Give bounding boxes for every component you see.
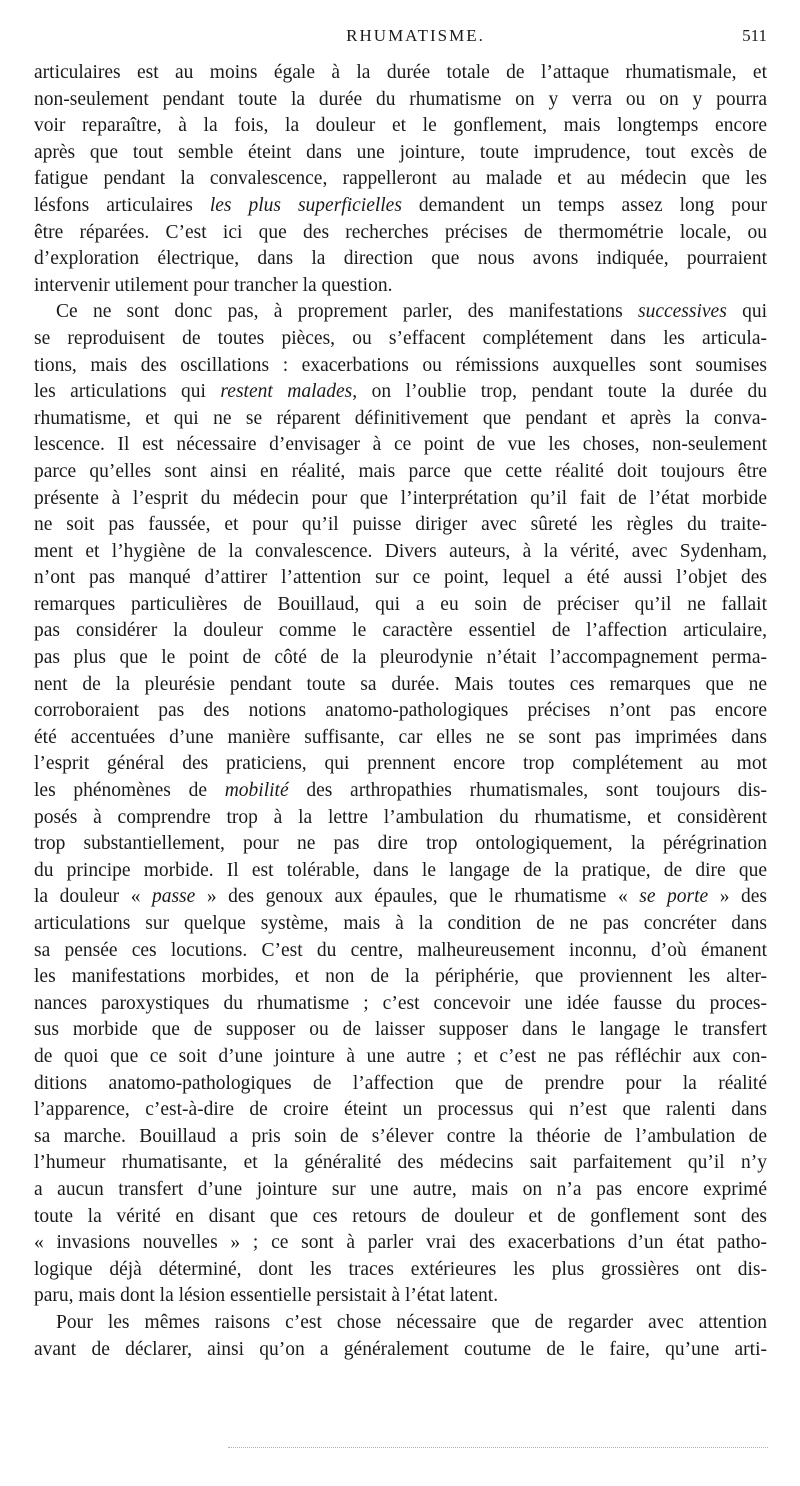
text-run: sus morbide que de supposer ou de laisser supposer dans le langage le transfert — [34, 1019, 767, 1041]
text-run: d’exploration électrique, dans la direction que nous avons indiquée, pourraient — [34, 248, 767, 270]
text-run: articulations sur quelque système, mais à la condition de ne pas concréter dans — [34, 913, 767, 934]
text-run: les phénomènes de — [34, 780, 225, 802]
text-run: ment et l’hygiène de la convalescence. Divers auteurs, à la vérité, avec Sydenham, — [34, 540, 767, 562]
text-run: qui — [726, 301, 767, 323]
running-title: RHUMATISME. — [346, 26, 485, 45]
text-run: la douleur « — [34, 886, 152, 908]
text-run: demandent un temps assez long pour — [401, 194, 767, 216]
text-line — [34, 911, 767, 938]
text-run: Ce ne sont donc pas, à proprement parler, des manifestations — [56, 301, 638, 323]
text-line — [34, 1257, 767, 1284]
text-line — [34, 486, 767, 513]
text-run: lescence. Il est nécessaire d’envisager à ce point de vue les choses, non-seulement — [34, 434, 767, 456]
footer-rule — [228, 1447, 768, 1450]
text-line — [34, 698, 767, 725]
text-line — [34, 1097, 767, 1124]
text-line — [34, 1017, 767, 1044]
text-line — [34, 805, 767, 832]
text-run: pas considérer la douleur comme le caractère essentiel de l’affection articulaire, — [34, 620, 767, 642]
text-run: voir reparaître, à la fois, la douleur et le gonflement, mais longtemps encore — [34, 115, 767, 137]
text-run: articulaires est au moins égale à la durée totale de l’attaque rhumatismale, et — [34, 62, 767, 83]
text-run: tions, mais des oscillations : exacerbations ou rémissions auxquelles sont soumises — [34, 354, 767, 376]
text-run: de quoi que ce soit d’une jointure à une autre ; et c’est ne pas réfléchir aux con- — [34, 1045, 767, 1067]
text-line — [34, 432, 767, 459]
italic-text: passe — [151, 886, 196, 908]
text-line — [34, 140, 767, 167]
text-run: avant de déclarer, ainsi qu’on a généralement coutume de le faire, qu’une arti- — [34, 1338, 767, 1360]
text-run: l’apparence, c’est-à-dire de croire éteint un processus qui n’est que ralenti dans — [34, 1099, 767, 1121]
text-run: après que tout semble éteint dans une jointure, toute imprudence, tout excès de — [34, 141, 767, 163]
text-run: fatigue pendant la convalescence, rappelleront au malade et au médecin que les — [34, 168, 767, 190]
text-run: lésfons articulaires — [34, 194, 210, 216]
italic-text: successives — [637, 301, 727, 323]
text-line — [34, 1124, 767, 1151]
text-run: posés à comprendre trop à la lettre l’ambulation du rhumatisme, et considèrent — [34, 806, 767, 828]
text-line — [34, 964, 767, 991]
text-run: non-seulement pendant toute la durée du rhumatisme on y verra ou on y pourra — [34, 88, 767, 110]
text-line — [34, 1177, 767, 1204]
text-line — [34, 379, 767, 406]
text-line — [34, 459, 767, 486]
text-run: a aucun transfert d’une jointure sur une autre, mais on n’a pas encore exprimé — [34, 1178, 767, 1200]
text-line — [34, 512, 767, 539]
text-line — [34, 645, 767, 672]
text-run: se reproduisent de toutes pièces, ou s’effacent complétement dans les articula- — [34, 327, 767, 349]
italic-text: les plus superficielles — [209, 194, 402, 216]
text-line — [34, 406, 767, 433]
text-run: présente à l’esprit du médecin pour que l’interprétation qu’il fait de l’état morbide — [34, 487, 767, 509]
text-run: ditions anatomo-pathologiques de l’affection que de prendre pour la réalité — [34, 1072, 767, 1094]
text-run: remarques particulières de Bouillaud, qui a eu soin de préciser qu’il ne fallait — [34, 593, 767, 615]
text-run: ne soit pas faussée, et pour qu’il puisse diriger avec sûreté les règles du traite- — [34, 514, 767, 536]
text-line — [34, 1337, 767, 1364]
text-run: n’ont pas manqué d’attirer l’attention sur ce point, lequel a été aussi l’objet des — [34, 567, 767, 589]
text-run: été accentuées d’une manière suffisante, car elles ne se sont pas imprimées dans — [34, 726, 767, 748]
text-line — [34, 193, 767, 220]
text-line — [34, 1150, 767, 1177]
text-run: être réparées. C’est ici que des recherches précises de thermométrie locale, ou — [34, 221, 767, 243]
text-run: paru, mais dont la lésion essentielle persistait à l’état latent. — [34, 1285, 499, 1307]
text-run: intervenir utilement pour trancher la question. — [34, 274, 393, 296]
text-run: sa marche. Bouillaud a pris soin de s’élever contre la théorie de l’ambulation de — [34, 1125, 767, 1147]
text-line — [34, 938, 767, 965]
text-run: nent de la pleurésie pendant toute sa durée. Mais toutes ces remarques que ne — [34, 673, 767, 695]
text-line — [34, 220, 767, 247]
text-run: Pour les mêmes raisons c’est chose nécessaire que de regarder avec attention — [56, 1311, 767, 1333]
text-line — [34, 60, 767, 87]
page-number: 511 — [742, 26, 767, 45]
text-run: logique déjà déterminé, dont les traces extérieures les plus grossières ont dis- — [34, 1258, 767, 1280]
text-line — [34, 539, 767, 566]
text-line — [34, 831, 767, 858]
text-line — [34, 884, 767, 911]
text-line — [34, 166, 767, 193]
text-line — [34, 592, 767, 619]
text-run: des arthropathies rhumatismales, sont toujours dis- — [288, 780, 767, 802]
text-line — [34, 273, 767, 300]
text-run: parce qu’elles sont ainsi en réalité, mais parce que cette réalité doit toujours être — [34, 460, 767, 482]
text-run: corroboraient pas des notions anatomo-pathologiques précises n’ont pas encore — [34, 700, 767, 722]
text-run: les manifestations morbides, et non de la périphérie, que proviennent les alter- — [34, 966, 767, 988]
text-run: sa pensée ces locutions. C’est du centre, malheureusement inconnu, d’où émanent — [34, 939, 767, 961]
text-run: , on l’oublie trop, pendant toute la durée du — [352, 381, 768, 403]
text-run: » des — [708, 886, 767, 908]
text-run: rhumatisme, et qui ne se réparent définitivement que pendant et après la conva- — [34, 407, 767, 429]
text-line — [34, 1071, 767, 1098]
text-line — [34, 858, 767, 885]
text-run: nances paroxystiques du rhumatisme ; c’est concevoir une idée fausse du proces- — [34, 992, 767, 1014]
text-run: l’humeur rhumatisante, et la généralité des médecins sait parfaitement qu’il n’y — [34, 1152, 767, 1174]
document-page — [34, 26, 767, 1363]
text-line — [34, 672, 767, 699]
text-line — [34, 991, 767, 1018]
page-header — [34, 26, 767, 60]
text-run: toute la vérité en disant que ces retours de douleur et de gonflement sont des — [34, 1205, 767, 1227]
text-line — [34, 353, 767, 380]
text-run: pas plus que le point de côté de la pleurodynie n’était l’accompagnement perma- — [34, 647, 767, 669]
text-line — [34, 299, 767, 326]
text-line — [34, 751, 767, 778]
text-line — [34, 778, 767, 805]
text-run: » des genoux aux épaules, que le rhumatisme « — [195, 886, 640, 908]
text-run: les articulations qui — [34, 381, 221, 403]
text-line — [34, 1044, 767, 1071]
italic-text: se porte — [639, 886, 709, 908]
text-run: du principe morbide. Il est tolérable, dans le langage de la pratique, de dire que — [34, 859, 767, 881]
body-text — [34, 60, 767, 1363]
text-line — [34, 565, 767, 592]
italic-text: mobilité — [224, 780, 289, 802]
text-run: l’esprit général des praticiens, qui prennent encore trop complétement au mot — [34, 753, 767, 775]
text-line — [34, 1283, 767, 1310]
text-line — [34, 725, 767, 752]
text-line — [34, 1310, 767, 1337]
italic-text: restent malades — [220, 381, 353, 403]
text-run: trop substantiellement, pour ne pas dire trop ontologiquement, la pérégrination — [34, 833, 767, 855]
text-line — [34, 1204, 767, 1231]
text-line — [34, 87, 767, 114]
text-line — [34, 326, 767, 353]
text-line — [34, 1230, 767, 1257]
text-run: « invasions nouvelles » ; ce sont à parler vrai des exacerbations d’un état patho- — [34, 1232, 767, 1254]
text-line — [34, 246, 767, 273]
text-line — [34, 113, 767, 140]
text-line — [34, 618, 767, 645]
